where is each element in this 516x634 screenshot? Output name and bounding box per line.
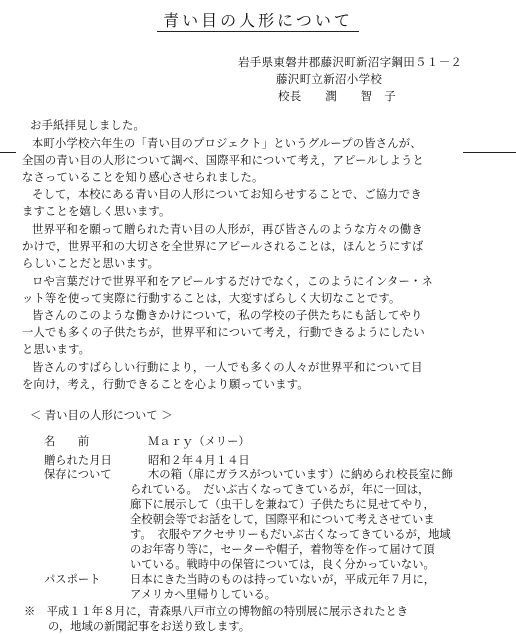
body-line: 世界平和を願って贈られた青い目の人形が，再び皆さんのような方々の働き (32, 223, 423, 236)
letter-title (0, 8, 516, 31)
detail-label-passport: パスポート (44, 573, 101, 586)
detail-value-storage-line: 廊下に展示して（虫干しを兼ねて）子供たちに見せてやり， (130, 498, 435, 511)
body-line: 皆さんのすばらしい行動により，一人でも多くの人々が世界平和について目 (32, 361, 423, 374)
body-line: ロや言葉だけで世界平和をアピールするだけでなく，このようにインター・ネ (32, 275, 434, 288)
body-line: かけで，世界平和の大切さを全世界にアピールされることは，ほんとうにすば (22, 240, 424, 253)
detail-label-name: 名 前 (44, 435, 90, 448)
detail-value-storage-line: られている。 だいぶ古くなってきているが，年に一回は， (130, 483, 430, 496)
margin-mark-left (0, 152, 16, 153)
detail-value-passport-line: 日本にきた当時のものは持っていないが，平成元年７月に， (130, 573, 436, 586)
detail-value-date: 昭和２年４月１４日 (148, 454, 250, 467)
section-heading: ＜ 青い目の人形について ＞ (30, 409, 173, 422)
body-line: ット等を使って実際に行動することは，大変すばらしく大切なことです。 (22, 292, 401, 305)
body-line: 全国の青い目の人形について調べ、国際平和について考え，アピールしようと (22, 154, 424, 167)
detail-value-storage-line: 全校朝会等でお話をして，国際平和について考えさせていま (130, 513, 435, 526)
sender-principal: 校長 潤 智 子 (278, 89, 396, 103)
sender-school: 藤沢町立新沼小学校 (276, 72, 383, 86)
detail-value-name: Ｍａｒｙ（メリー） (148, 435, 250, 448)
body-line: ますことを嬉しく思います。 (22, 205, 171, 218)
detail-value-storage-line: 木の箱（扉にガラスがついています）に納められ校長室に飾 (148, 468, 453, 481)
body-line: 皆さんのこのような働きかけについて，私の学校の子供たちにも話してやり (32, 309, 423, 322)
body-line: そして，本校にある青い目の人形についてお知らせすることで、ご協力でき (32, 188, 422, 201)
sender-address: 岩手県東磐井郡藤沢町新沼字鋼田５１－２ (238, 55, 463, 69)
detail-value-storage-line: のお年寄り等に，セーターや帽子，着物等を作って届けて頂 (130, 543, 435, 556)
detail-label-storage: 保存について (44, 468, 112, 481)
detail-label-date: 贈られた月日 (44, 454, 112, 467)
body-line: お手紙拝見しました。 (30, 119, 145, 132)
margin-mark-right (463, 152, 516, 153)
letter-title-text: 青い目の人形について (157, 11, 359, 32)
body-line: 一人でも多くの子供たちが，世界平和について考え，行動できるようにしたい (22, 326, 425, 339)
body-line: なさっていることを知り感心させられました。 (22, 171, 264, 184)
detail-value-passport-line: アメリカへ里帰りしている。 (130, 588, 277, 601)
detail-value-storage-line: いている。戦時中の保管については，良く分かっていない。 (130, 558, 435, 571)
footnote-line: の，地域の新聞記事をお送り致します。 (48, 620, 250, 633)
body-line: と思います。 (22, 343, 91, 356)
body-line: らしいことだと思います。 (22, 257, 160, 270)
body-line: を向け，考え，行動できることを心より願っています。 (22, 378, 309, 391)
body-line: 本町小学校六年生の「青い目のプロジェクト」というグループの皆さんが、 (32, 137, 422, 150)
footnote-line: ※ 平成１１年８月に，青森県八戸市立の博物館の特別展に展示されたとき (24, 605, 409, 618)
detail-value-storage-line: す。 衣服やアクセサリーもだいぶ古くなってきているが，地域 (130, 528, 451, 541)
